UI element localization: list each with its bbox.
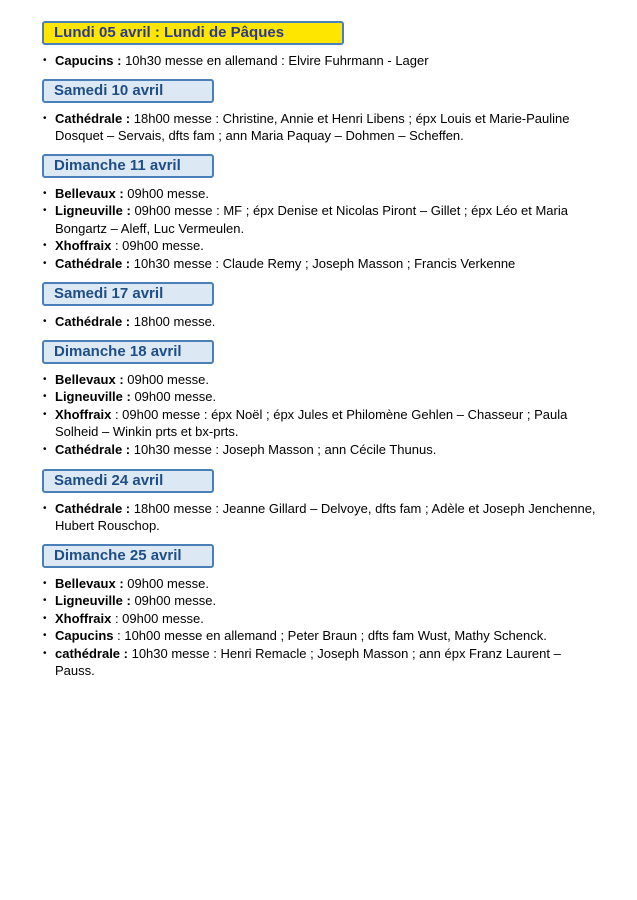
day-heading: Dimanche 11 avril	[42, 154, 214, 178]
list-item	[42, 202, 602, 237]
day-section	[42, 469, 602, 535]
entry-text: 09h00 messe.	[130, 389, 217, 405]
entry-text: 10h30 messe en allemand : Elvire Fuhrmann - Lager	[121, 53, 429, 68]
entry-text: 09h00 messe : MF ; épx Denise et Nicolas Piront – Gillet ; épx Léo et Maria Bongartz – Aleff, Luc Vermeulen.	[55, 203, 568, 236]
list-item	[42, 110, 602, 145]
list-item	[42, 406, 602, 441]
entry-list	[42, 110, 602, 145]
entry-text: 10h30 messe : Henri Remacle ; Joseph Masson ; ann épx Franz Laurent – Pauss.	[55, 645, 561, 679]
place-name: Cathédrale :	[55, 314, 131, 329]
entry-text: 18h00 messe : Jeanne Gillard – Delvoye, dfts fam ; Adèle et Joseph Jenchenne, Hubert Rouschop.	[55, 501, 596, 534]
entry-text: 09h00 messe.	[123, 186, 209, 201]
day-heading: Dimanche 18 avril	[42, 340, 214, 364]
entry-list	[42, 313, 602, 330]
day-section	[42, 282, 602, 330]
list-item	[42, 627, 602, 644]
list-item	[42, 645, 602, 680]
list-item	[42, 500, 602, 535]
place-name: Xhoffraix	[55, 406, 112, 422]
list-item	[42, 610, 602, 627]
entry-list	[42, 371, 602, 458]
day-section	[42, 544, 602, 679]
day-section	[42, 79, 602, 145]
place-name: Cathédrale :	[55, 255, 131, 271]
day-heading: Samedi 17 avril	[42, 282, 214, 306]
entry-text: 10h30 messe : Claude Remy ; Joseph Masson ; Francis Verkenne	[130, 255, 516, 271]
entry-text: 09h00 messe.	[123, 576, 209, 591]
list-item	[42, 388, 602, 405]
list-item	[42, 255, 602, 272]
place-name: cathédrale :	[55, 645, 128, 661]
day-heading: Dimanche 25 avril	[42, 544, 214, 568]
list-item	[42, 592, 602, 609]
day-heading: Samedi 24 avril	[42, 469, 214, 493]
place-name: Cathédrale :	[55, 111, 131, 126]
place-name: Bellevaux :	[55, 576, 124, 591]
list-item	[42, 371, 602, 388]
entry-text: : 10h00 messe en allemand ; Peter Braun ; dfts fam Wust, Mathy Schenck.	[113, 628, 547, 644]
entry-list	[42, 52, 602, 69]
entry-text: : 09h00 messe.	[111, 238, 204, 254]
entry-text: 10h30 messe : Joseph Masson ; ann Cécile Thunus.	[130, 441, 437, 457]
entry-list	[42, 185, 602, 272]
day-heading: Samedi 10 avril	[42, 79, 214, 103]
day-section	[42, 21, 602, 69]
entry-text: 09h00 messe.	[130, 593, 217, 609]
place-name: Capucins :	[55, 53, 122, 68]
entry-text: : 09h00 messe.	[111, 610, 204, 626]
list-item	[42, 52, 602, 69]
entry-list	[42, 575, 602, 679]
list-item	[42, 185, 602, 202]
day-section	[42, 340, 602, 458]
list-item	[42, 575, 602, 592]
entry-list	[42, 500, 602, 535]
place-name: Cathédrale :	[55, 441, 131, 457]
list-item	[42, 441, 602, 458]
day-section	[42, 154, 602, 272]
place-name: Xhoffraix	[55, 238, 112, 254]
entry-text: 18h00 messe.	[130, 314, 216, 329]
place-name: Bellevaux :	[55, 372, 124, 387]
list-item	[42, 313, 602, 330]
place-name: Ligneuville :	[55, 389, 131, 405]
entry-text: 18h00 messe : Christine, Annie et Henri Libens ; épx Louis et Marie-Pauline Dosquet – Servais, dfts fam ; ann Maria Paquay – Dohmen – Scheffen.	[55, 111, 570, 144]
place-name: Bellevaux :	[55, 186, 124, 201]
place-name: Ligneuville :	[55, 593, 131, 609]
entry-text: 09h00 messe.	[123, 372, 209, 387]
place-name: Ligneuville :	[55, 203, 131, 219]
place-name: Cathédrale :	[55, 501, 131, 516]
entry-text: : 09h00 messe : épx Noël ; épx Jules et Philomène Gehlen – Chasseur ; Paula Solheid – Winkin prts et bx-prts.	[55, 406, 568, 440]
list-item	[42, 237, 602, 254]
day-heading: Lundi 05 avril : Lundi de Pâques	[42, 21, 344, 45]
place-name: Xhoffraix	[55, 610, 112, 626]
place-name: Capucins	[55, 628, 114, 644]
